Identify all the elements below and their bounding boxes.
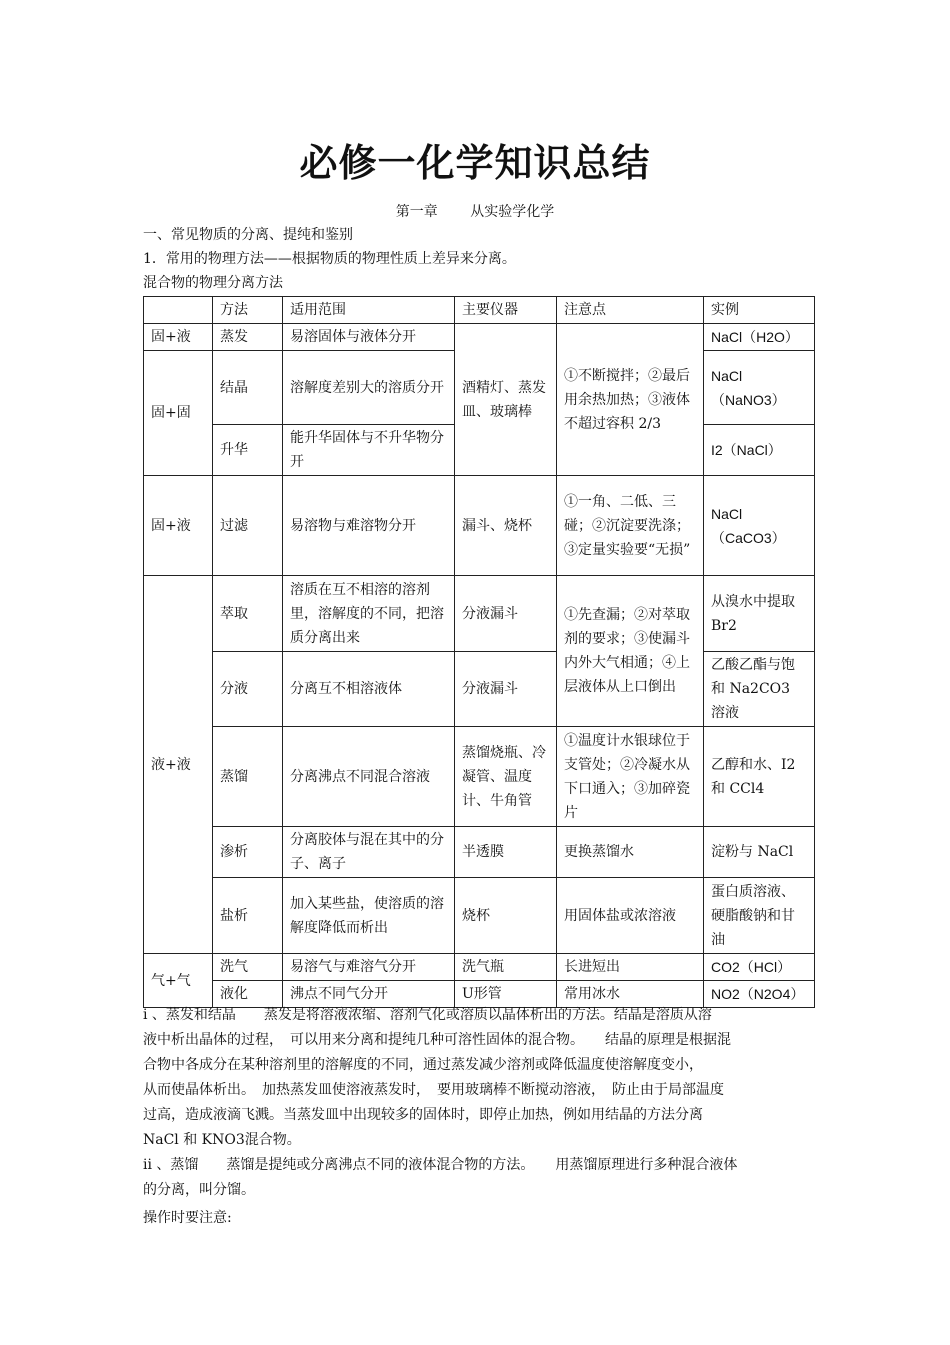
scope-cell: 易溶气与难溶气分开 [283,954,455,981]
distillation-paragraph [143,1153,803,1203]
method-cell: 渗析 [213,827,283,878]
group-cell: 固+液 [144,324,213,351]
group-cell: 液+液 [144,576,213,954]
instrument-cell: 分液漏斗 [455,576,557,652]
instrument-cell: 分液漏斗 [455,652,557,727]
example-cell: 乙醇和水、I2 和 CCl4 [704,727,815,827]
instrument-cell: 半透膜 [455,827,557,878]
example-cell: CO2（HCl） [704,954,815,981]
header-cell: 适用范围 [283,297,455,324]
point-heading: 1．常用的物理方法——根据物质的物理性质上差异来分离。 [143,251,516,267]
separation-methods-table [143,296,815,1008]
instrument-cell: 蒸馏烧瓶、冷凝管、温度计、牛角管 [455,727,557,827]
note-cell: ①温度计水银球位于支管处；②冷凝水从下口通入；③加碎瓷片 [557,727,704,827]
method-cell: 蒸馏 [213,727,283,827]
instrument-cell: U形管 [455,981,557,1008]
group-cell: 固+固 [144,351,213,476]
table-row [144,324,815,351]
scope-cell: 易溶物与难溶物分开 [283,476,455,576]
scope-cell: 溶解度差别大的溶质分开 [283,351,455,425]
example-cell: 从溴水中提取 Br2 [704,576,815,652]
method-cell: 结晶 [213,351,283,425]
method-cell: 萃取 [213,576,283,652]
method-cell: 蒸发 [213,324,283,351]
paragraph-line: NaCl 和 KNO3混合物。 [143,1132,301,1148]
note-cell: 常用冰水 [557,981,704,1008]
note-cell: 长进短出 [557,954,704,981]
instrument-cell: 酒精灯、蒸发皿、玻璃棒 [455,324,557,476]
paragraph-line: 合物中各成分在某种溶剂里的溶解度的不同，通过蒸发减少溶剂或降低温度使溶解度变小， [143,1057,703,1073]
page-title: 必修一化学知识总结 [299,140,651,185]
paragraph-line: 过高，造成液滴飞溅。当蒸发皿中出现较多的固体时，即停止加热，例如用结晶的方法分离 [143,1107,703,1123]
group-cell: 固+液 [144,476,213,576]
method-cell: 盐析 [213,878,283,954]
table-row [144,576,815,652]
scope-cell: 溶质在互不相溶的溶剂里，溶解度的不同，把溶质分离出来 [283,576,455,652]
note-cell: ①不断搅拌；②最后用余热加热；③液体不超过容积 2/3 [557,324,704,476]
table-caption: 混合物的物理分离方法 [143,275,283,291]
operation-note: 操作时要注意: [143,1210,232,1226]
scope-cell: 加入某些盐，使溶质的溶解度降低而析出 [283,878,455,954]
table-row [144,954,815,981]
group-cell: 气+气 [144,954,213,1008]
note-cell: 用固体盐或浓溶液 [557,878,704,954]
table-row [144,878,815,954]
scope-cell: 分离沸点不同混合溶液 [283,727,455,827]
example-cell: NaCl（CaCO3） [704,476,815,576]
method-cell: 过滤 [213,476,283,576]
method-cell: 液化 [213,981,283,1008]
note-cell: ①先查漏；②对萃取剂的要求；③使漏斗内外大气相通；④上层液体从上口倒出 [557,576,704,727]
instrument-cell: 洗气瓶 [455,954,557,981]
example-cell: I2（NaCl） [704,425,815,476]
paragraph-line: 从而使晶体析出。 加热蒸发皿使溶液蒸发时， 要用玻璃棒不断搅动溶液， 防止由于局部温度 [143,1082,724,1098]
paragraph-line: i 、蒸发和结晶 蒸发是将溶液浓缩、溶剂气化或溶质以晶体析出的方法。结晶是溶质从溶 [143,1007,712,1023]
header-cell: 主要仪器 [455,297,557,324]
example-cell: 乙酸乙酯与饱和 Na2CO3 溶液 [704,652,815,727]
table-row [144,827,815,878]
table-row [144,727,815,827]
example-cell: NO2（N2O4） [704,981,815,1008]
paragraph-line: 的分离，叫分馏。 [143,1182,255,1198]
paragraph-line: 液中析出晶体的过程， 可以用来分离和提纯几种可溶性固体的混合物。 结晶的原理是根据混 [143,1032,731,1048]
evaporation-crystallization-paragraph [143,1003,803,1153]
method-cell: 洗气 [213,954,283,981]
scope-cell: 易溶固体与液体分开 [283,324,455,351]
chapter-heading [0,201,950,221]
table-header-row [144,297,815,324]
table-row [144,476,815,576]
example-cell: 淀粉与 NaCl [704,827,815,878]
instrument-cell: 烧杯 [455,878,557,954]
method-cell: 升华 [213,425,283,476]
header-cell [144,297,213,324]
scope-cell: 分离胶体与混在其中的分子、离子 [283,827,455,878]
instrument-cell: 漏斗、烧杯 [455,476,557,576]
example-cell: 蛋白质溶液、硬脂酸钠和甘油 [704,878,815,954]
header-cell: 实例 [704,297,815,324]
header-cell: 注意点 [557,297,704,324]
chapter-name: 从实验学化学 [470,204,555,220]
scope-cell: 能升华固体与不升华物分开 [283,425,455,476]
scope-cell: 分离互不相溶液体 [283,652,455,727]
chapter-number: 第一章 [395,204,438,220]
example-cell: NaCl（H2O） [704,324,815,351]
method-cell: 分液 [213,652,283,727]
note-cell: 更换蒸馏水 [557,827,704,878]
example-cell: NaCl（NaNO3） [704,351,815,425]
header-cell: 方法 [213,297,283,324]
paragraph-line: ii 、蒸馏 蒸馏是提纯或分离沸点不同的液体混合物的方法。 用蒸馏原理进行多种混合液体 [143,1157,738,1173]
scope-cell: 沸点不同气分开 [283,981,455,1008]
section-heading: 一、常见物质的分离、提纯和鉴别 [143,227,353,243]
note-cell: ①一角、二低、三碰；②沉淀要洗涤；③定量实验要“无损” [557,476,704,576]
table-row [144,652,815,727]
